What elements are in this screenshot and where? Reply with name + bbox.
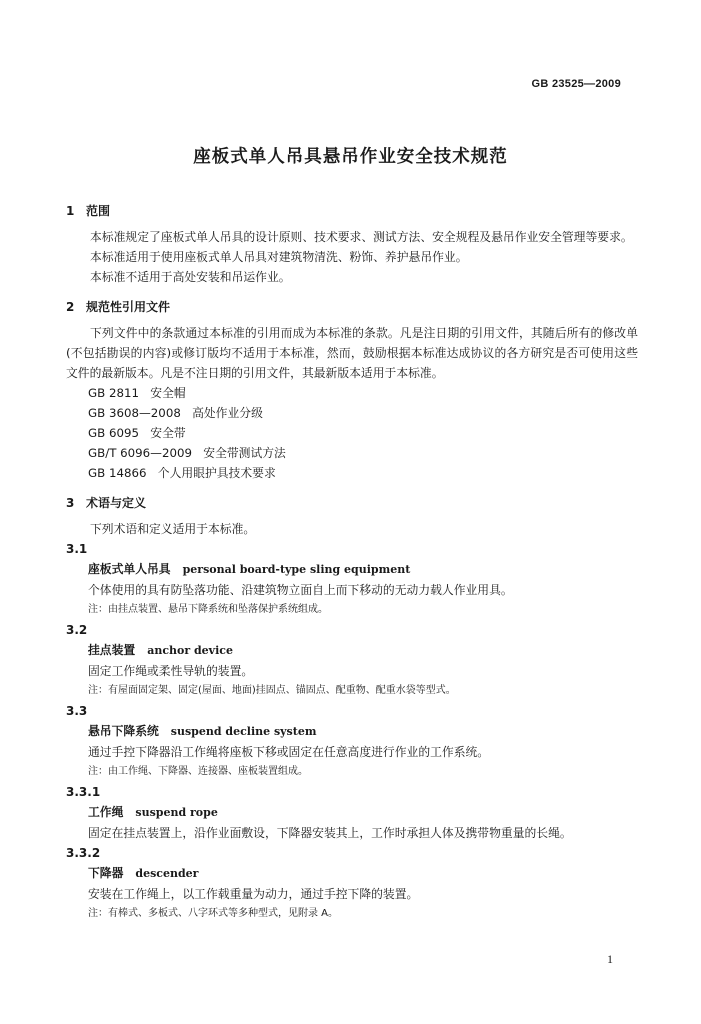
reference-code: GB 6095 (88, 426, 140, 440)
section-title: 范围 (86, 204, 111, 218)
section-heading-terms-definitions (66, 493, 638, 513)
terms-intro: 下列术语和定义适用于本标准。 (90, 522, 256, 536)
term-number: 3.3 (66, 704, 88, 718)
reference-code: GB 14866 (88, 466, 147, 480)
reference-name: 安全帽 (150, 386, 186, 400)
section-title: 术语与定义 (86, 496, 147, 510)
term-heading (66, 863, 638, 884)
term-heading (66, 721, 638, 742)
scope-paragraph: 本标准不适用于高处安装和吊运作业。 (90, 270, 291, 284)
term-number: 3.3.2 (66, 846, 101, 860)
term-english: personal board-type sling equipment (182, 563, 411, 576)
section-number: 2 (66, 300, 75, 314)
term-definition: 固定在挂点装置上，沿作业面敷设，下降器安装其上，工作时承担人体及携带物重量的长绳。 (88, 826, 572, 840)
reference-item (66, 443, 638, 463)
section-number: 3 (66, 496, 75, 510)
term-chinese: 座板式单人吊具 (88, 562, 171, 576)
term-note: 注：有棒式、多板式、八字环式等多种型式，见附录 A。 (88, 908, 339, 919)
term-chinese: 下降器 (88, 866, 124, 880)
term-definition: 固定工作绳或柔性导轨的装置。 (88, 664, 254, 678)
section-heading-normative-references (66, 297, 638, 317)
reference-item (66, 383, 638, 403)
term-number: 3.3.1 (66, 785, 101, 799)
reference-code: GB/T 6096—2009 (88, 446, 193, 460)
section-title: 规范性引用文件 (86, 300, 171, 314)
term-definition: 安装在工作绳上，以工作载重量为动力，通过手控下降的装置。 (88, 887, 419, 901)
section-heading-scope (66, 201, 638, 221)
term-number: 3.2 (66, 623, 88, 637)
section-number: 1 (66, 204, 75, 218)
term-number: 3.1 (66, 542, 88, 556)
reference-name: 安全带 (150, 426, 186, 440)
reference-item (66, 423, 638, 443)
document-title: 座板式单人吊具悬吊作业安全技术规范 (193, 147, 508, 167)
scope-paragraph: 本标准规定了座板式单人吊具的设计原则、技术要求、测试方法、安全规程及悬吊作业安全管理等要求。 (90, 230, 633, 244)
standard-number: GB 23525—2009 (531, 78, 621, 90)
reference-item (66, 463, 638, 483)
references-paragraph: 下列文件中的条款通过本标准的引用而成为本标准的条款。凡是注日期的引用文件，其随后所有的修改单(不包括勘误的内容)或修订版均不适用于本标准，然而，鼓励根据本标准达成协议的各方研究是否可使用这些文件的最新版本。凡是不注日期的引用文件，其最新版本适用于本标准。 (66, 326, 638, 380)
term-chinese: 工作绳 (88, 805, 124, 819)
term-heading (66, 802, 638, 823)
document-body (66, 201, 638, 924)
page-number: 1 (607, 952, 613, 966)
reference-name: 高处作业分级 (192, 406, 263, 420)
scope-paragraph: 本标准适用于使用座板式单人吊具对建筑物清洗、粉饰、养护悬吊作业。 (90, 250, 468, 264)
term-english: anchor device (147, 644, 233, 657)
term-note: 注：由挂点装置、悬吊下降系统和坠落保护系统组成。 (88, 604, 328, 615)
reference-item (66, 403, 638, 423)
term-heading (66, 559, 638, 580)
reference-name: 安全带测试方法 (203, 446, 286, 460)
reference-code: GB 3608—2008 (88, 406, 181, 420)
term-english: suspend decline system (170, 725, 317, 738)
reference-code: GB 2811 (88, 386, 140, 400)
term-chinese: 悬吊下降系统 (88, 724, 159, 738)
term-english: descender (135, 867, 199, 880)
term-english: suspend rope (135, 806, 218, 819)
term-definition: 个体使用的具有防坠落功能、沿建筑物立面自上而下移动的无动力载人作业用具。 (88, 583, 513, 597)
reference-name: 个人用眼护具技术要求 (157, 466, 276, 480)
term-note: 注：由工作绳、下降器、连接器、座板装置组成。 (88, 766, 308, 777)
term-heading (66, 640, 638, 661)
term-chinese: 挂点装置 (88, 643, 136, 657)
term-note: 注：有屋面固定架、固定(屋面、地面)挂固点、锚固点、配重物、配重水袋等型式。 (88, 685, 456, 696)
term-definition: 通过手控下降器沿工作绳将座板下移或固定在任意高度进行作业的工作系统。 (88, 745, 490, 759)
